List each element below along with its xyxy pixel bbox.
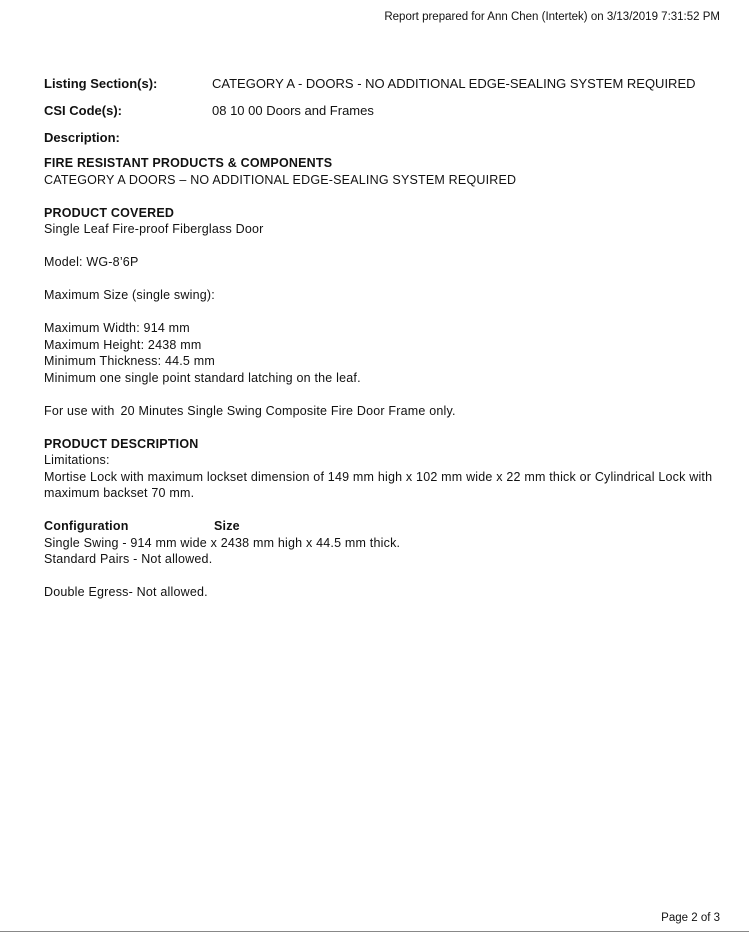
product-description-heading: PRODUCT DESCRIPTION (44, 436, 199, 451)
configuration-heading: Configuration (44, 519, 129, 533)
double-egress-line: Double Egress- Not allowed. (44, 585, 208, 599)
max-width-line: Maximum Width: 914 mm (44, 321, 190, 335)
page-number: Page 2 of 3 (661, 912, 720, 924)
for-use-value: 20 Minutes Single Swing Composite Fire Door Frame only. (120, 403, 456, 418)
limitations-label: Limitations: (44, 453, 110, 467)
csi-code-value: 08 10 00 Doors and Frames (212, 103, 374, 118)
report-header: Report prepared for Ann Chen (Intertek) on 3/13/2019 7:31:52 PM (384, 11, 720, 23)
model-line: Model: WG-8’6P (44, 255, 139, 269)
single-swing-line: Single Swing - 914 mm wide x 2438 mm high x 44.5 mm thick. (44, 535, 401, 550)
fire-resistant-heading: FIRE RESISTANT PRODUCTS & COMPONENTS (44, 156, 333, 170)
listing-section-value: CATEGORY A - DOORS - NO ADDITIONAL EDGE-SEALING SYSTEM REQUIRED (212, 76, 696, 91)
category-line: CATEGORY A DOORS – NO ADDITIONAL EDGE-SEALING SYSTEM REQUIRED (44, 172, 517, 187)
bottom-divider (0, 931, 749, 932)
listing-section-label: Listing Section(s): (44, 76, 158, 91)
min-thickness-line: Minimum Thickness: 44.5 mm (44, 354, 215, 368)
max-size-line: Maximum Size (single swing): (44, 288, 215, 302)
latching-line: Minimum one single point standard latching on the leaf. (44, 370, 361, 385)
config-table-header (44, 518, 724, 535)
size-heading: Size (214, 519, 240, 533)
limitations-text: Mortise Lock with maximum lockset dimension of 149 mm high x 102 mm wide x 22 mm thick or Cylindrical Lock with maximum backset 70 mm. (44, 469, 713, 500)
standard-pairs-line: Standard Pairs - Not allowed. (44, 552, 213, 566)
for-use-line (44, 403, 724, 420)
csi-code-label: CSI Code(s): (44, 103, 122, 118)
for-use-label: For use with (44, 403, 115, 418)
description-label: Description: (44, 130, 120, 145)
product-covered-line: Single Leaf Fire-proof Fiberglass Door (44, 222, 264, 236)
max-height-line: Maximum Height: 2438 mm (44, 337, 202, 352)
description-body (44, 155, 724, 601)
product-covered-heading: PRODUCT COVERED (44, 205, 175, 220)
